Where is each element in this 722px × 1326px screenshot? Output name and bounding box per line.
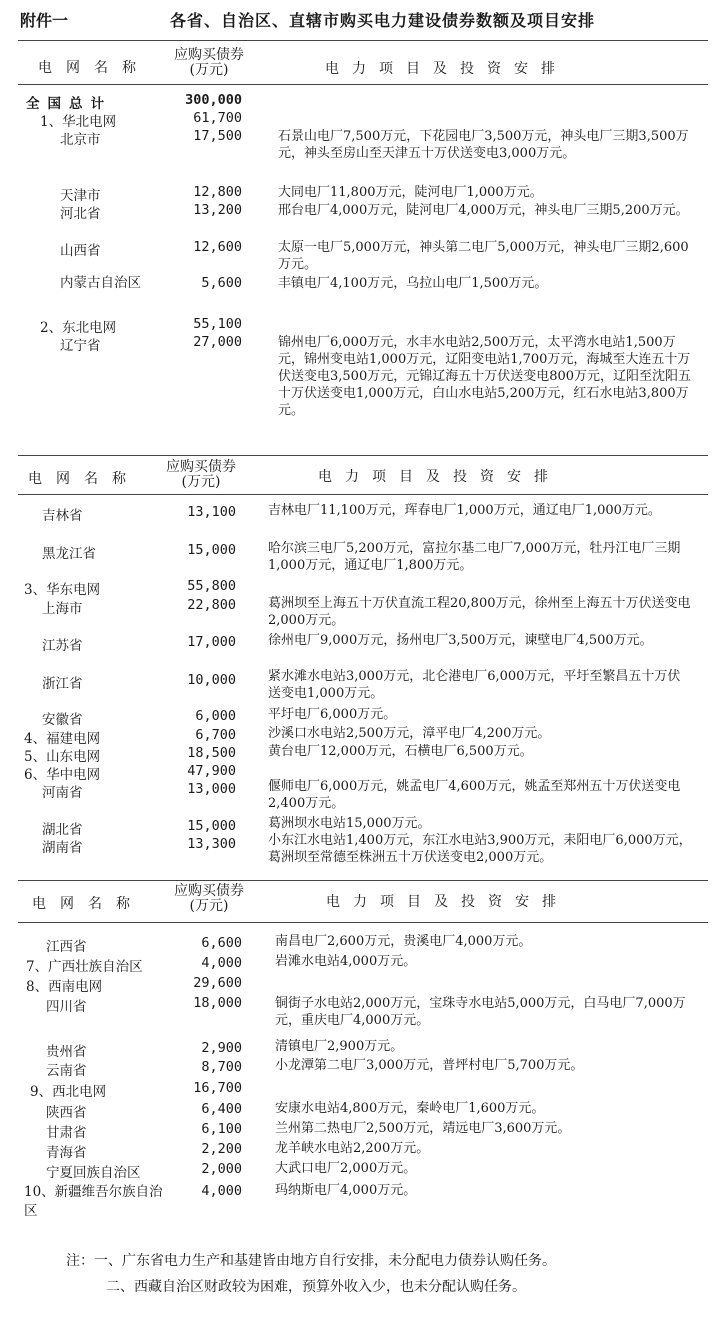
row-amount: 300,000	[185, 92, 242, 108]
row-amount: 2,000	[201, 1161, 242, 1177]
row-amount: 13,300	[187, 836, 236, 852]
col-header-amount-line2: (万元)	[189, 898, 229, 914]
header-rule-bottom-1	[18, 84, 708, 85]
row-project: 清镇电厂2,900万元。	[275, 1039, 404, 1054]
col-header-project-2: 电力项目及投资安排	[318, 469, 561, 485]
row-amount: 4,000	[201, 1183, 242, 1199]
row-name: 8、西南电网	[26, 979, 103, 995]
row-name: 4、福建电网	[24, 731, 101, 747]
header-rule-top-1	[18, 40, 708, 41]
col-header-amount-line1: 应购买债券	[166, 459, 236, 475]
row-name: 宁夏回族自治区	[46, 1165, 141, 1181]
row-project: 玛纳斯电厂4,000万元。	[275, 1183, 417, 1198]
row-name: 湖南省	[42, 840, 83, 856]
row-name: 云南省	[46, 1063, 87, 1079]
col-header-amount-line2: (万元)	[189, 62, 229, 78]
row-project: 安康水电站4,800万元，秦岭电厂1,600万元。	[275, 1101, 545, 1116]
row-amount: 6,100	[201, 1121, 242, 1137]
row-project: 兰州第二热电厂2,500万元，靖远电厂3,600万元。	[275, 1121, 571, 1136]
row-amount: 55,800	[187, 578, 236, 594]
row-project: 龙羊峡水电站2,200万元。	[275, 1141, 430, 1156]
row-name: 黑龙江省	[42, 546, 96, 562]
row-project: 吉林电厂11,100万元，珲春电厂1,000万元，通辽电厂1,000万元。	[268, 503, 661, 518]
row-amount: 17,000	[187, 634, 236, 650]
row-amount: 18,500	[187, 745, 236, 761]
col-header-name-3: 电网名称	[32, 896, 144, 912]
row-amount: 18,000	[193, 995, 242, 1011]
row-project: 偃师电厂6,000万元，姚孟电厂4,600万元，姚孟至郑州五十万伏送变电2,400万元。	[268, 779, 681, 811]
col-header-amount-1	[166, 48, 252, 78]
col-header-name-2: 电网名称	[28, 471, 140, 487]
row-project: 锦州电厂6,000万元，水丰水电站2,500万元，太平湾水电站1,500万元，锦州变电站1,000万元，辽阳变电站1,700万元，海城至大连五十万伏送变电3,500万元，元锦辽海五十万伏送变电800万元，辽阳至沈阳五十万伏送变电1,000万元，白山水电站5,200万元，红石水电站3,800万元。	[278, 335, 692, 418]
row-name: 甘肃省	[46, 1125, 87, 1141]
row-amount: 47,900	[187, 763, 236, 779]
row-project: 太原一电厂5,000万元，神头第二电厂5,000万元，神头电厂三期2,600万元。	[278, 240, 689, 272]
row-amount: 55,100	[193, 316, 242, 332]
header-rule-bottom-2	[18, 494, 708, 495]
row-name: 9、西北电网	[30, 1084, 107, 1100]
row-amount: 5,600	[201, 275, 242, 291]
col-header-amount-2	[158, 460, 244, 490]
row-project: 石景山电厂7,500万元，下花园电厂3,500万元，神头电厂三期3,500万元，神头至房山至天津五十万伏送变电3,000万元。	[278, 129, 689, 161]
col-header-amount-3	[166, 884, 252, 914]
row-project: 大武口电厂2,000万元。	[275, 1161, 417, 1176]
row-project: 徐州电厂9,000万元，扬州电厂3,500万元，谏壁电厂4,500万元。	[268, 633, 653, 648]
row-name: 陕西省	[46, 1105, 87, 1121]
row-project: 平圩电厂6,000万元。	[268, 707, 397, 722]
row-amount: 2,900	[201, 1040, 242, 1056]
row-amount: 16,700	[193, 1080, 242, 1096]
row-project: 葛洲坝水电站15,000万元。	[268, 816, 431, 831]
row-name: 7、广西壮族自治区	[26, 959, 143, 975]
row-amount: 6,600	[201, 935, 242, 951]
row-amount: 13,000	[187, 781, 236, 797]
row-amount: 8,700	[201, 1059, 242, 1075]
row-project: 岩滩水电站4,000万元。	[275, 954, 417, 969]
row-amount: 2,200	[201, 1141, 242, 1157]
row-amount: 29,600	[193, 975, 242, 991]
col-header-project-3: 电力项目及投资安排	[326, 894, 569, 910]
row-amount: 15,000	[187, 818, 236, 834]
row-name: 全国总计	[26, 96, 112, 112]
row-name: 2、东北电网	[40, 320, 117, 336]
row-name: 安徽省	[42, 712, 83, 728]
note-line-1: 注：一、广东省电力生产和基建皆由地方自行安排，未分配电力债券认购任务。	[66, 1253, 556, 1269]
row-name: 湖北省	[42, 822, 83, 838]
row-amount: 12,800	[193, 184, 242, 200]
row-name: 辽宁省	[60, 338, 101, 354]
row-name: 江苏省	[42, 638, 83, 654]
row-name: 江西省	[46, 939, 87, 955]
row-name: 贵州省	[46, 1044, 87, 1060]
row-name: 山西省	[60, 243, 101, 259]
row-amount: 6,400	[201, 1101, 242, 1117]
row-amount: 4,000	[201, 955, 242, 971]
col-header-project-1: 电力项目及投资安排	[325, 61, 568, 77]
row-name: 1、华北电网	[40, 114, 117, 130]
row-name: 上海市	[42, 601, 83, 617]
row-amount: 10,000	[187, 672, 236, 688]
row-name: 浙江省	[42, 676, 83, 692]
row-name: 河南省	[42, 785, 83, 801]
document-title: 各省、自治区、直辖市购买电力建设债券数额及项目安排	[170, 11, 596, 30]
col-header-amount-line1: 应购买债券	[174, 883, 244, 899]
header-rule-top-2	[18, 455, 708, 456]
row-name: 6、华中电网	[24, 767, 101, 783]
row-amount: 22,800	[187, 597, 236, 613]
col-header-name-1: 电网名称	[38, 60, 150, 76]
row-project: 大同电厂11,800万元，陡河电厂1,000万元。	[278, 185, 543, 200]
row-name: 吉林省	[42, 508, 83, 524]
annex-label: 附件一	[20, 11, 69, 30]
row-name: 5、山东电网	[24, 749, 101, 765]
row-amount: 12,600	[193, 239, 242, 255]
row-project: 铜街子水电站2,000万元，宝珠寺水电站5,000万元，白马电厂7,000万元，重庆电厂4,000万元。	[275, 996, 686, 1028]
col-header-amount-line2: (万元)	[181, 474, 221, 490]
row-project: 葛洲坝至上海五十万伏直流工程20,800万元，徐州至上海五十万伏送变电2,000万元。	[268, 596, 691, 628]
row-amount: 13,200	[193, 202, 242, 218]
row-name: 河北省	[60, 206, 101, 222]
row-project: 哈尔滨三电厂5,200万元，富拉尔基二电厂7,000万元，牡丹江电厂三期1,000万元，通辽电厂1,800万元。	[268, 541, 681, 573]
row-project: 邢台电厂4,000万元，陡河电厂4,000万元，神头电厂三期5,200万元。	[278, 203, 689, 218]
header-rule-bottom-3	[18, 922, 708, 923]
row-name: 天津市	[60, 188, 101, 204]
header-rule-top-3	[18, 880, 708, 881]
row-amount: 13,100	[187, 504, 236, 520]
row-project: 南昌电厂2,600万元，贵溪电厂4,000万元。	[275, 934, 532, 949]
row-project: 紧水滩水电站3,000万元，北仑港电厂6,000万元，平圩至繁昌五十万伏送变电1,000万元。	[268, 669, 681, 701]
row-name: 内蒙古自治区	[60, 275, 141, 291]
row-name: 四川省	[46, 999, 87, 1015]
note-line-2: 二、西藏自治区财政较为困难，预算外收入少，也未分配认购任务。	[106, 1279, 526, 1295]
row-project: 小东江水电站1,400万元，东江水电站3,900万元，耒阳电厂6,000万元，葛洲坝至常德至株洲五十万伏送变电2,000万元。	[268, 833, 692, 865]
row-project: 沙溪口水电站2,500万元，漳平电厂4,200万元。	[268, 726, 551, 741]
row-project: 小龙潭第二电厂3,000万元，普坪村电厂5,700万元。	[275, 1058, 584, 1073]
col-header-amount-line1: 应购买债券	[174, 47, 244, 63]
row-name: 青海省	[46, 1145, 87, 1161]
row-amount: 27,000	[193, 334, 242, 350]
row-amount: 61,700	[193, 110, 242, 126]
row-project: 丰镇电厂4,100万元，乌拉山电厂1,500万元。	[278, 276, 548, 291]
row-amount: 6,000	[195, 708, 236, 724]
row-project: 黄台电厂12,000万元，石横电厂6,500万元。	[268, 744, 533, 759]
row-amount: 17,500	[193, 128, 242, 144]
row-amount: 6,700	[195, 727, 236, 743]
row-name: 北京市	[60, 132, 101, 148]
row-amount: 15,000	[187, 542, 236, 558]
row-name: 3、华东电网	[24, 582, 101, 598]
row-name: 10、新疆维吾尔族自治区	[24, 1184, 163, 1219]
